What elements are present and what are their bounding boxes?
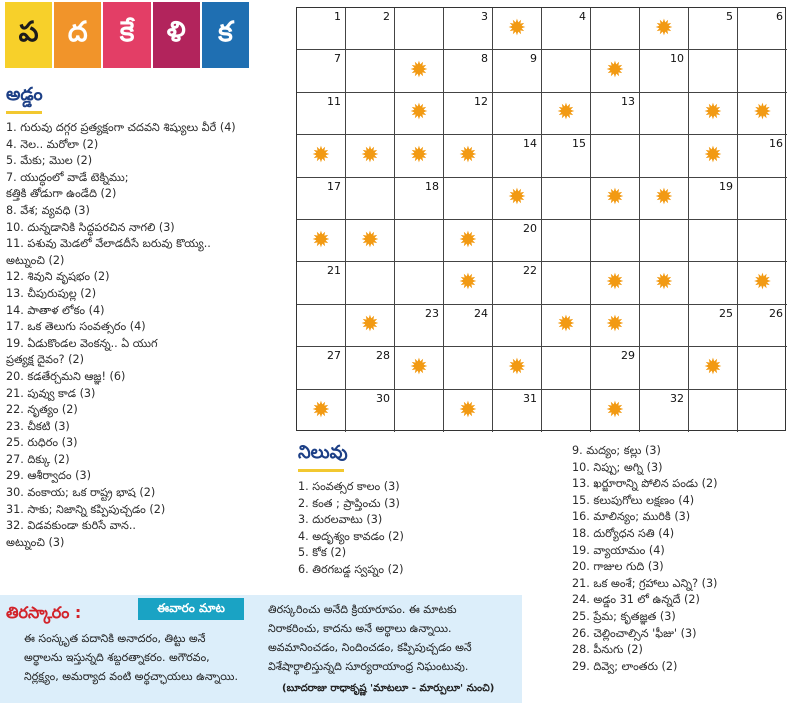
grid-cell[interactable] [689,50,738,92]
grid-cell[interactable] [444,305,493,347]
blocked-cell [395,50,444,92]
clue-item: 22. నృత్యం (2) [6,403,78,417]
grid-cell[interactable] [640,93,689,135]
clue-item: 19. వ్యాయామం (4) [572,543,665,557]
cell-number: 6 [776,10,783,23]
star-icon: ✹ [654,15,674,41]
clue-item: 24. అడ్డం 31 లో ఉన్నదే (2) [572,593,700,607]
clue-item: 2. కంత ; ప్రాప్తించు (3) [298,496,400,510]
star-icon: ✹ [605,185,625,211]
grid-cell[interactable] [689,178,738,220]
word-of-week-title: తిరస్కారం : [6,603,82,622]
star-icon: ✹ [458,142,478,168]
grid-cell[interactable] [640,390,689,432]
star-icon: ✹ [605,397,625,423]
clue-item: 26. చెల్లించాల్సిన 'ఫీజు' (3) [572,626,697,640]
grid-cell[interactable] [542,178,591,220]
star-icon: ✹ [753,270,772,296]
clue-item: 5. కోక (2) [298,546,347,560]
star-icon: ✹ [703,142,723,168]
grid-cell[interactable] [297,50,346,92]
grid-cell[interactable] [346,262,395,304]
cell-number: 18 [425,179,439,193]
cell-number: 13 [621,94,635,108]
across-heading-text: అడ్డం [6,84,43,105]
cell-number: 1 [334,10,341,23]
clue-item: 20. గాజుల గుది (3) [572,560,664,574]
grid-cell[interactable] [395,390,444,432]
cell-number: 29 [621,349,635,363]
grid-cell[interactable] [346,178,395,220]
grid-cell[interactable] [591,347,640,389]
clue-item: 16. మాలిన్యం; మురికి (3) [572,510,691,524]
star-icon: ✹ [360,312,380,338]
title-tile: క [202,2,251,68]
grid-cell[interactable] [640,220,689,262]
grid-cell[interactable] [493,135,542,177]
grid-cell[interactable] [542,8,591,50]
clue-item: 3. దురలవాటు (3) [298,513,383,527]
cell-number: 3 [481,10,488,23]
grid-cell[interactable] [738,135,787,177]
grid-cell[interactable] [444,347,493,389]
text-line: ఈ సంస్కృత పదానికి అనాదరం, తిట్టు అనే [24,632,206,645]
grid-cell[interactable] [591,135,640,177]
star-icon: ✹ [409,58,429,84]
text-line: విశేషార్థాలిస్తున్నది సూర్యరాయాంధ్ర నిఘంటువు. [268,660,469,673]
clue-item: 25. ప్రేమ; కృతజ్ఞత (3) [572,609,676,623]
blocked-cell [444,220,493,262]
clue-item: 30. వంకాయ; ఒక రాష్ట్ర భాష (2) [6,486,156,500]
star-icon: ✹ [507,354,527,380]
clue-item: 11. పశువు మెడలో వేలాడదీసే బరువు కొయ్య.. [6,237,211,251]
grid-cell[interactable] [542,347,591,389]
clue-item: 13. చీపురుపుల్ల (2) [6,286,97,300]
grid-cell[interactable] [444,8,493,50]
grid-cell[interactable] [738,8,787,50]
clue-item: 20. కడతేర్చమని ఆజ్ఞ! (6) [6,369,126,383]
cell-number: 17 [327,179,341,193]
blocked-cell [689,93,738,135]
blocked-cell [493,178,542,220]
grid-cell[interactable] [738,305,787,347]
puzzle-title [5,2,251,68]
clue-item: 5. మేకు; మొల (2) [6,154,93,168]
heading-underline [298,469,344,472]
grid-cell[interactable] [395,178,444,220]
clue-item: 28. పీనుగు (2) [572,643,643,657]
blocked-cell [591,305,640,347]
grid-cell[interactable] [493,220,542,262]
clue-item: 29. ఆశీర్వాదం (3) [6,469,92,483]
star-icon: ✹ [360,227,380,253]
clue-item: 29. దివ్వె; లాంతరు (2) [572,659,678,673]
blocked-cell [395,135,444,177]
blocked-cell [689,347,738,389]
grid-cell[interactable] [689,262,738,304]
text-line: అవమానించడం, నిందించడం, కప్పిపుచ్చడం అనే [268,641,472,654]
grid-cell[interactable] [640,305,689,347]
grid-cell[interactable] [297,8,346,50]
star-icon: ✹ [409,142,429,168]
blocked-cell [444,390,493,432]
blocked-cell [591,390,640,432]
star-icon: ✹ [507,15,527,41]
grid-cell[interactable] [395,262,444,304]
grid-cell[interactable] [591,220,640,262]
blocked-cell [395,347,444,389]
clue-item: 10. దున్నడానికి సిద్ధపరచిన నాగలి (3) [6,220,175,234]
title-tile: ద [54,2,103,68]
grid-cell[interactable] [395,8,444,50]
clue-item: 21. పువ్వు కాడ (3) [6,386,96,400]
grid-cell[interactable] [542,220,591,262]
clue-item: అట్నుంచి (3) [6,535,65,549]
down-clues-left [298,479,404,579]
text-line: నిరాకరించు, కాదను అనే అర్థాలు ఉన్నాయి. [268,622,452,635]
grid-cell[interactable] [591,8,640,50]
clue-item: ప్రత్యక్ష దైవం? (2) [6,353,84,367]
heading-underline [6,111,42,114]
blocked-cell [640,8,689,50]
cell-number: 12 [474,94,488,108]
blocked-cell [297,390,346,432]
clue-item: 23. చీకటి (3) [6,419,70,433]
cell-number: 8 [481,52,488,66]
grid-cell[interactable] [542,262,591,304]
star-icon: ✹ [458,270,478,296]
cell-number: 25 [719,306,733,320]
blocked-cell [297,135,346,177]
clue-item: 1. గురువు దగ్గర ప్రత్యక్షంగా చదవని శిష్యులు వీరే (4) [6,121,236,134]
grid-cell[interactable] [689,305,738,347]
grid-cell[interactable] [640,50,689,92]
cell-number: 22 [523,264,537,278]
grid-cell[interactable] [689,8,738,50]
grid-cell[interactable] [591,93,640,135]
grid-cell[interactable] [640,347,689,389]
blocked-cell [640,262,689,304]
star-icon: ✹ [703,354,723,380]
star-icon: ✹ [605,58,625,84]
clue-item: 17. ఒక తెలుగు సంవత్సరం (4) [6,320,146,334]
clue-item: 25. రుధిరం (3) [6,436,78,450]
grid-cell[interactable] [738,178,787,220]
down-heading [298,442,348,472]
cell-number: 5 [726,10,733,23]
blocked-cell [689,135,738,177]
blocked-cell [591,50,640,92]
star-icon: ✹ [409,100,429,126]
grid-cell[interactable] [493,305,542,347]
clue-item: 7. యుద్ధంలో వాడే టెక్నిము; [6,170,129,184]
blocked-cell [444,135,493,177]
grid-cell[interactable] [297,262,346,304]
cell-number: 19 [719,179,733,193]
clue-item: 10. నిప్పు; అగ్ని (3) [572,460,663,474]
blocked-cell [346,305,395,347]
grid-cell[interactable] [689,220,738,262]
text-line: నిర్లక్ష్యం, అమర్యాద వంటి అర్థచ్ఛాయలు ఉన్నాయి. [24,670,238,683]
clue-item: 15. కలుపుగోలు లక్షణం (4) [572,493,695,507]
word-of-week-credit: (బూదరాజు రాధాకృష్ణ 'మాటలూ - మార్పులూ' నుంచి) [282,683,495,694]
title-tile: కే [103,2,152,68]
grid-cell[interactable] [493,93,542,135]
clue-item: 19. ఏడుకొండల వెంకన్న.. ఏ యుగ [6,336,158,350]
cell-number: 10 [670,52,684,66]
star-icon: ✹ [458,227,478,253]
grid-cell[interactable] [297,93,346,135]
grid-cell[interactable] [640,135,689,177]
grid-cell[interactable] [542,50,591,92]
grid-cell[interactable] [297,178,346,220]
blocked-cell [640,178,689,220]
blocked-cell [346,135,395,177]
clue-item: 13. ఖర్జూరాన్ని పోలిన పండు (2) [572,477,718,491]
text-line: తిరస్కరించు అనేది క్రియారూపం. ఈ మాటకు [268,603,457,616]
title-tile: ళి [153,2,202,68]
clue-item: 14. పాతాళ లోకం (4) [6,303,105,317]
star-icon: ✹ [556,312,576,338]
grid-cell[interactable] [444,178,493,220]
star-icon: ✹ [311,142,331,168]
cell-number: 31 [523,391,537,405]
grid-cell[interactable] [738,50,787,92]
cell-number: 23 [425,306,439,320]
blocked-cell [395,93,444,135]
clue-item: 9. మద్యం; కల్లు (3) [572,444,661,457]
clue-item: అట్నుంచి (2) [6,253,65,267]
word-of-week-badge: ఈవారం మాట [138,598,244,620]
crossword-grid [296,7,786,431]
cell-number: 27 [327,349,341,363]
blocked-cell [591,262,640,304]
star-icon: ✹ [409,354,429,380]
blocked-cell [346,220,395,262]
grid-cell[interactable] [297,347,346,389]
grid-cell[interactable] [444,50,493,92]
grid-cell[interactable] [493,390,542,432]
grid-cell[interactable] [395,220,444,262]
blocked-cell [738,262,787,304]
star-icon: ✹ [507,185,527,211]
clue-item: 6. తిరగబడ్డ స్వప్నం (2) [298,562,404,576]
cell-number: 11 [327,94,341,108]
cell-number: 9 [530,52,537,66]
star-icon: ✹ [311,227,331,253]
star-icon: ✹ [753,100,772,126]
star-icon: ✹ [654,185,674,211]
clue-item: 27. దిక్కు (2) [6,452,70,466]
star-icon: ✹ [360,142,380,168]
down-heading-text: నిలువు [298,442,348,463]
clue-item: 4. నెల.. మరోలా (2) [6,137,99,151]
star-icon: ✹ [703,100,723,126]
across-clues [6,120,236,551]
clue-item: 31. సాకు; నిజాన్ని కప్పిపుచ్చడం (2) [6,502,166,516]
star-icon: ✹ [556,100,576,126]
blocked-cell [444,262,493,304]
cell-number: 15 [572,137,586,151]
clue-item: 21. ఒక అంశే; గ్రహాలు ఎన్ని? (3) [572,576,718,590]
grid-cell[interactable] [297,305,346,347]
grid-cell[interactable] [493,262,542,304]
grid-cell[interactable] [738,220,787,262]
grid-cell[interactable] [444,93,493,135]
across-heading [6,84,43,114]
cell-number: 2 [383,10,390,23]
clue-item: 32. విడవకుండా కురిసే వాన.. [6,519,136,533]
title-tile: ప [5,2,54,68]
grid-cell[interactable] [689,390,738,432]
grid-cell[interactable] [346,50,395,92]
star-icon: ✹ [654,270,674,296]
star-icon: ✹ [458,397,478,423]
grid-cell[interactable] [738,390,787,432]
cell-number: 32 [670,391,684,405]
blocked-cell [542,93,591,135]
cell-number: 30 [376,391,390,405]
grid-cell[interactable] [542,390,591,432]
clue-item: కత్తికి తోడుగా ఉండేది (2) [6,187,117,201]
grid-cell[interactable] [346,93,395,135]
blocked-cell [493,347,542,389]
cell-number: 26 [769,306,783,320]
grid-cell[interactable] [738,347,787,389]
cell-number: 7 [334,52,341,66]
grid-cell[interactable] [493,50,542,92]
clue-item: 18. దుర్యోధన సతి (4) [572,526,675,540]
star-icon: ✹ [605,270,625,296]
down-clues-right [572,443,717,675]
blocked-cell [297,220,346,262]
grid-cell[interactable] [346,390,395,432]
word-of-week-left-text [24,629,238,686]
clue-item: 12. శివుని వృషభం (2) [6,270,110,284]
blocked-cell [591,178,640,220]
clue-item: 8. వేశ; వ్యవధి (3) [6,203,90,217]
star-icon: ✹ [311,397,331,423]
blocked-cell [493,8,542,50]
cell-number: 21 [327,264,341,278]
grid-cell[interactable] [542,135,591,177]
text-line: అర్థాలను ఇస్తున్నది శబ్దరత్నాకరం. అగౌరవం, [24,651,210,664]
grid-cell[interactable] [346,347,395,389]
cell-number: 4 [579,10,586,23]
cell-number: 16 [769,137,783,151]
grid-cell[interactable] [346,8,395,50]
blocked-cell [738,93,787,135]
word-of-week-right-text [268,600,472,676]
cell-number: 24 [474,306,488,320]
clue-item: 4. అదృశ్యం కావడం (2) [298,529,404,543]
clue-item: 1. సంవత్సర కాలం (3) [298,480,400,493]
star-icon: ✹ [605,312,625,338]
cell-number: 14 [523,137,537,151]
blocked-cell [542,305,591,347]
cell-number: 28 [376,349,390,363]
cell-number: 20 [523,221,537,235]
grid-cell[interactable] [395,305,444,347]
